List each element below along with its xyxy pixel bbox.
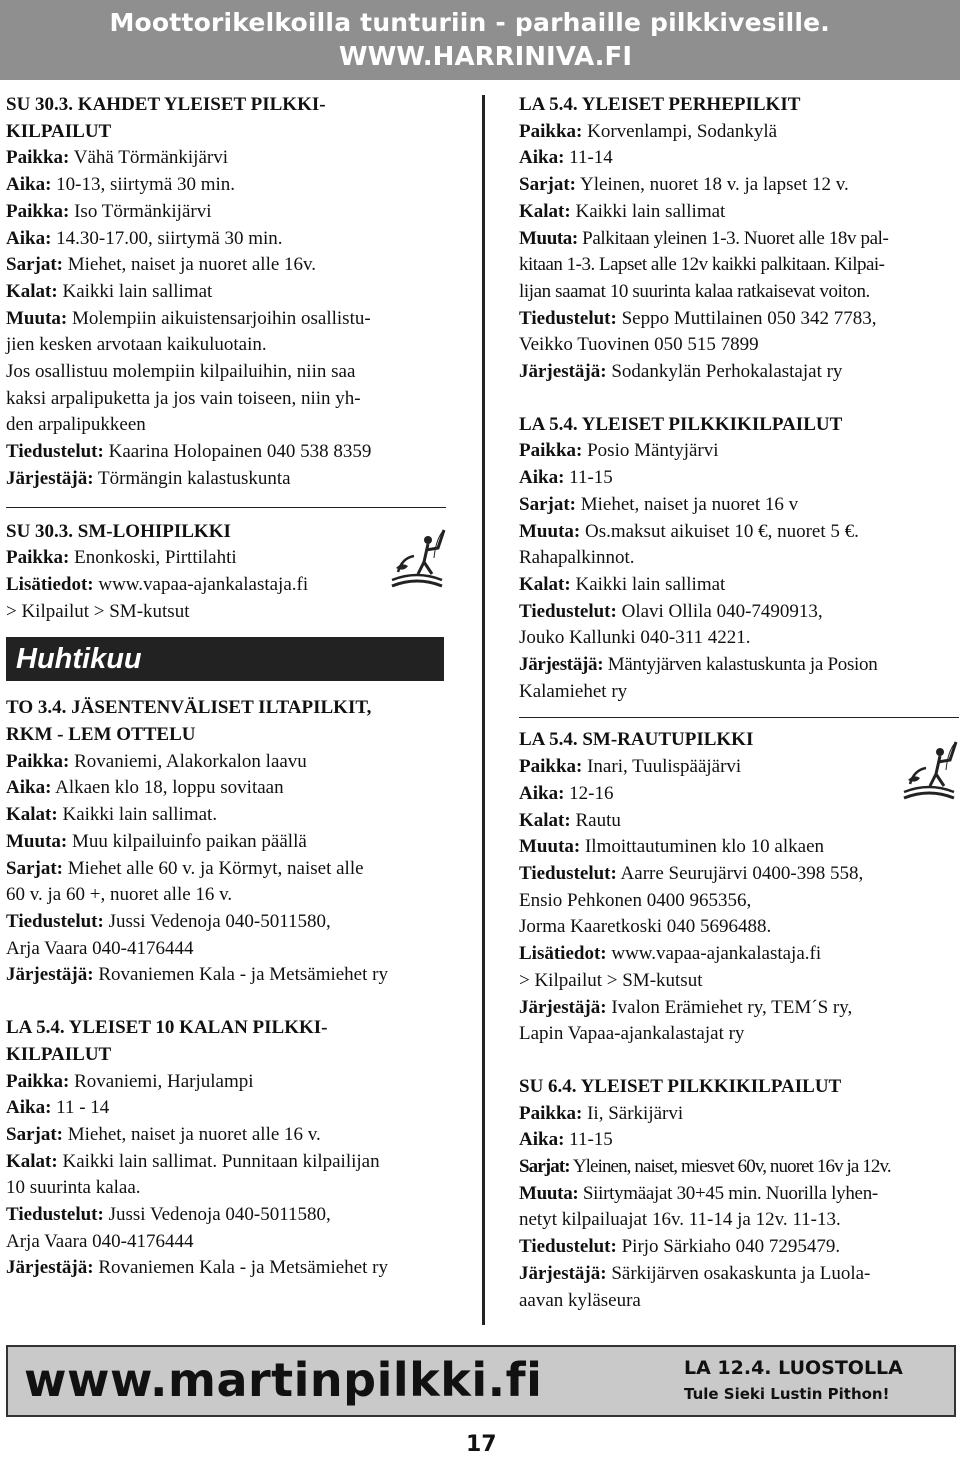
event-su-6-4-pilkkikilpailut	[519, 1074, 959, 1314]
event-place-1: Paikka: Vähä Törmänkijärvi	[6, 147, 229, 169]
event-organizer: Järjestäjä: Rovaniemen Kala - ja Metsämiehet ry	[6, 964, 388, 986]
event-organizer: Järjestäjä: Rovaniemen Kala - ja Metsämiehet ry	[6, 1257, 388, 1279]
event-fish: Kalat: Kaikki lain sallimat. Punnitaan kilpailijan	[6, 1150, 380, 1172]
event-contact: Tiedustelut: Jussi Vedenoja 040-5011580,	[6, 910, 331, 932]
event-other: Muuta: Molempiin aikuistensarjoihin osallistu-	[6, 307, 371, 329]
event-other: Muuta: Ilmoittautuminen klo 10 alkaen	[519, 836, 825, 858]
page-number: 17	[466, 1432, 497, 1457]
event-fish: Kalat: Kaikki lain sallimat	[6, 280, 213, 302]
event-title: SU 30.3. SM-LOHIPILKKI	[6, 520, 231, 542]
event-place: Paikka: Inari, Tuulispääjärvi	[519, 756, 742, 778]
event-contact: Tiedustelut: Kaarina Holopainen 040 538 8359	[6, 441, 372, 463]
event-fish: Kalat: Kaikki lain sallimat	[519, 573, 726, 595]
event-contact-cont: Veikko Tuovinen 050 515 7899	[519, 334, 759, 356]
header-banner	[0, 0, 960, 80]
event-fish-cont: 10 suurinta kalaa.	[6, 1177, 141, 1199]
event-other-cont: kitaan 1-3. Lapset alle 12v kaikki palkitaan. Kilpai-	[519, 254, 885, 276]
event-time-2: Aika: 14.30-17.00, siirtymä 30 min.	[6, 227, 283, 249]
event-la-5-4-10-kalan	[6, 1015, 446, 1282]
event-title: SU 30.3. KAHDET YLEISET PILKKI-	[6, 94, 326, 115]
event-series: Sarjat: Miehet alle 60 v. ja Körmyt, naiset alle	[6, 857, 364, 879]
event-time: Aika: 12-16	[519, 782, 614, 804]
month-heading: Huhtikuu	[6, 637, 444, 681]
event-series: Sarjat: Yleinen, naiset, miesvet 60v, nuoret 16v ja 12v.	[519, 1156, 891, 1178]
event-other-cont: Jos osallistuu molempiin kilpailuihin, niin saa	[6, 361, 356, 383]
event-separator	[519, 717, 959, 718]
event-place-2: Paikka: Iso Törmänkijärvi	[6, 200, 212, 222]
sm-ice-fishing-logo-icon	[388, 528, 446, 590]
event-to-3-4	[6, 695, 446, 989]
event-organizer-cont: Kalamiehet ry	[519, 680, 628, 702]
event-time: Aika: Alkaen klo 18, loppu sovitaan	[6, 777, 284, 799]
event-title: LA 5.4. SM-RAUTUPILKKI	[519, 729, 754, 751]
event-contact: Tiedustelut: Aarre Seurujärvi 0400-398 558,	[519, 862, 864, 884]
event-info: Lisätiedot: www.vapaa-ajankalastaja.fi	[519, 943, 822, 965]
left-column	[6, 92, 446, 1282]
event-contact: Tiedustelut: Olavi Ollila 040-7490913,	[519, 600, 823, 622]
event-series-cont: 60 v. ja 60 +, nuoret alle 16 v.	[6, 884, 233, 906]
event-place: Paikka: Enonkoski, Pirttilahti	[6, 547, 237, 569]
event-contact-cont: Arja Vaara 040-4176444	[6, 1230, 194, 1252]
footer-website-link[interactable]: www.martinpilkki.fi	[24, 1353, 543, 1407]
event-title: SU 6.4. YLEISET PILKKIKILPAILUT	[519, 1075, 842, 1097]
event-fish: Kalat: Kaikki lain sallimat	[519, 200, 726, 222]
event-title: LA 5.4. YLEISET PILKKIKILPAILUT	[519, 413, 843, 435]
event-title-cont: RKM - LEM OTTELU	[6, 724, 196, 746]
event-other: Muuta: Muu kilpailuinfo paikan päällä	[6, 830, 307, 852]
event-la-5-4-pilkkikilpailut	[519, 412, 959, 706]
event-contact: Tiedustelut: Pirjo Särkiaho 040 7295479.	[519, 1236, 841, 1258]
event-contact-cont: Jorma Kaaretkoski 040 5696488.	[519, 916, 772, 938]
event-contact: Tiedustelut: Jussi Vedenoja 040-5011580,	[6, 1204, 331, 1226]
event-time-1: Aika: 10-13, siirtymä 30 min.	[6, 174, 236, 196]
spacer	[6, 989, 446, 1015]
event-organizer-cont: aavan kyläseura	[519, 1289, 641, 1311]
event-title-cont: KILPAILUT	[6, 1043, 112, 1065]
event-info-cont: > Kilpailut > SM-kutsut	[6, 600, 190, 622]
event-other: Muuta: Siirtymäajat 30+45 min. Nuorilla lyhen-	[519, 1182, 878, 1204]
event-other-cont: netyt kilpailuajat 16v. 11-14 ja 12v. 11-13.	[519, 1209, 841, 1231]
footer-event-date: LA 12.4. LUOSTOLLA	[684, 1357, 903, 1379]
event-time: Aika: 11 - 14	[6, 1097, 110, 1119]
event-title-cont: KILPAILUT	[6, 120, 112, 142]
event-fish: Kalat: Rautu	[519, 809, 621, 831]
event-title: LA 5.4. YLEISET 10 KALAN PILKKI-	[6, 1017, 328, 1039]
event-la-5-4-perhepilkit	[519, 92, 959, 386]
event-organizer: Järjestäjä: Ivalon Erämiehet ry, TEM´S ry,	[519, 996, 853, 1018]
event-other-cont: jien kesken arvotaan kaikuluotain.	[6, 334, 267, 356]
event-other-cont: den arpalipukkeen	[6, 414, 146, 436]
event-time: Aika: 11-15	[519, 1129, 613, 1151]
event-info-cont: > Kilpailut > SM-kutsut	[519, 969, 703, 991]
footer-banner	[6, 1345, 956, 1417]
event-info: Lisätiedot: www.vapaa-ajankalastaja.fi	[6, 573, 309, 595]
spacer	[519, 1048, 959, 1074]
header-website: WWW.HARRINIVA.FI	[338, 42, 632, 72]
event-contact: Tiedustelut: Seppo Muttilainen 050 342 7783,	[519, 307, 877, 329]
event-place: Paikka: Ii, Särkijärvi	[519, 1102, 684, 1124]
event-time: Aika: 11-14	[519, 147, 613, 169]
footer-slogan: Tule Sieki Lustin Pithon!	[684, 1385, 890, 1403]
event-series: Sarjat: Miehet, naiset ja nuoret 16 v	[519, 493, 799, 515]
event-organizer-cont: Lapin Vapaa-ajankalastajat ry	[519, 1023, 745, 1045]
event-series: Sarjat: Miehet, naiset ja nuoret alle 16v.	[6, 254, 317, 276]
event-contact-cont: Ensio Pehkonen 0400 965356,	[519, 889, 752, 911]
event-organizer: Järjestäjä: Särkijärven osakaskunta ja Luola-	[519, 1262, 871, 1284]
event-place: Paikka: Posio Mäntyjärvi	[519, 440, 719, 462]
event-place: Paikka: Rovaniemi, Harjulampi	[6, 1070, 254, 1092]
event-other-cont: kaksi arpalipuketta ja jos vain toiseen, niin yh-	[6, 387, 361, 409]
header-slogan: Moottorikelkoilla tunturiin - parhaille pilkkivesille.	[109, 8, 830, 37]
event-su-30-3-kahdet	[6, 92, 446, 493]
event-contact-cont: Jouko Kallunki 040-311 4221.	[519, 627, 751, 649]
event-la-5-4-sm-rautupilkki	[519, 727, 959, 1047]
event-separator	[6, 507, 446, 508]
event-fish: Kalat: Kaikki lain sallimat.	[6, 804, 218, 826]
event-title: LA 5.4. YLEISET PERHEPILKIT	[519, 94, 801, 115]
event-place: Paikka: Korvenlampi, Sodankylä	[519, 120, 778, 142]
event-series: Sarjat: Miehet, naiset ja nuoret alle 16 v.	[6, 1123, 321, 1145]
event-other: Muuta: Palkitaan yleinen 1-3. Nuoret alle 18v pal-	[519, 227, 889, 249]
spacer	[519, 386, 959, 412]
right-column	[519, 92, 959, 1314]
event-contact-cont: Arja Vaara 040-4176444	[6, 937, 194, 959]
event-organizer: Järjestäjä: Mäntyjärven kalastuskunta ja Posion	[519, 654, 878, 676]
event-other-cont: lijan saamat 10 suurinta kalaa ratkaisevat voiton.	[519, 280, 870, 302]
event-place: Paikka: Rovaniemi, Alakorkalon laavu	[6, 750, 307, 772]
event-organizer: Järjestäjä: Sodankylän Perhokalastajat ry	[519, 361, 843, 383]
event-title: TO 3.4. JÄSENTENVÄLISET ILTAPILKIT,	[6, 697, 372, 719]
event-su-30-3-sm-lohipilkki	[6, 519, 446, 626]
event-other: Muuta: Os.maksut aikuiset 10 €, nuoret 5 €.	[519, 520, 859, 542]
event-organizer: Järjestäjä: Törmängin kalastuskunta	[6, 467, 291, 489]
event-series: Sarjat: Yleinen, nuoret 18 v. ja lapset 12 v.	[519, 174, 849, 196]
event-time: Aika: 11-15	[519, 467, 613, 489]
column-divider	[482, 95, 485, 1325]
event-other-cont: Rahapalkinnot.	[519, 547, 635, 569]
